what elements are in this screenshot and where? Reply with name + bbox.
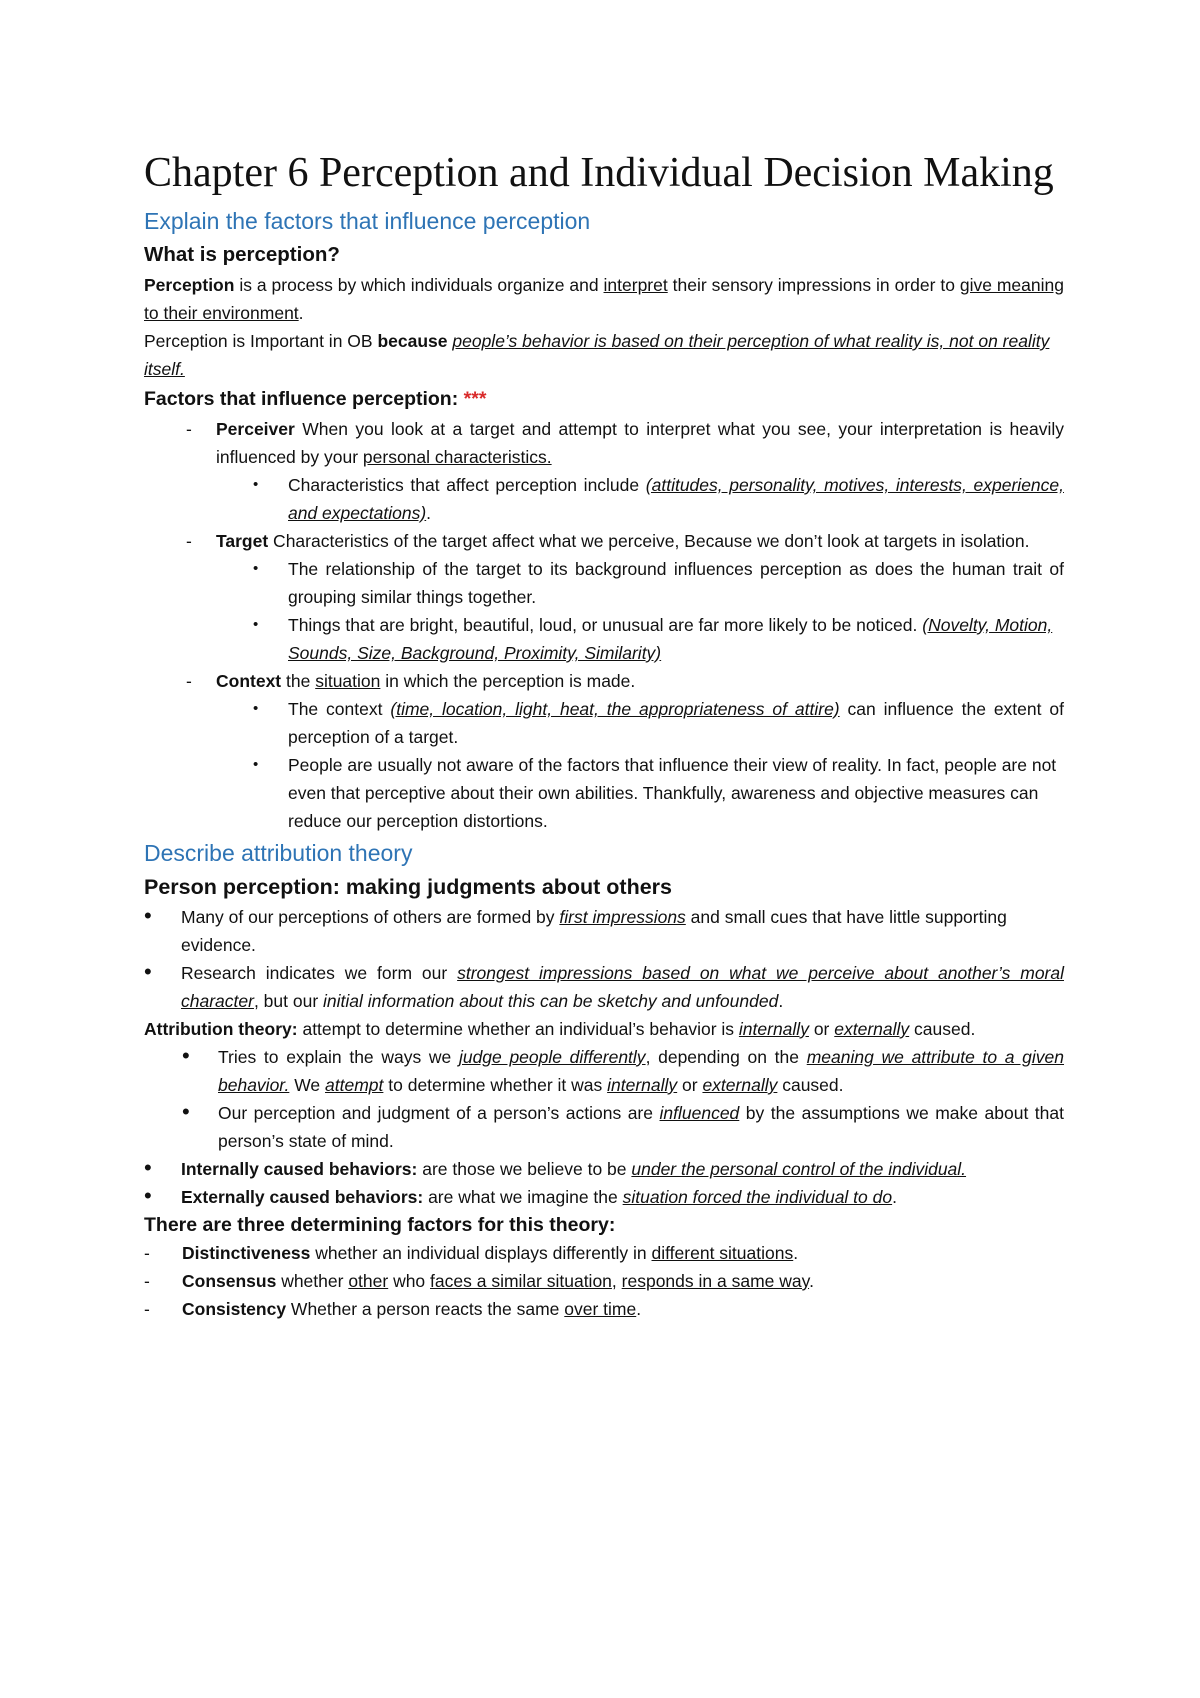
list-item [216, 611, 1064, 667]
importance-stars: *** [458, 388, 487, 410]
subheading-what-is-perception: What is perception? [144, 243, 340, 266]
text: can influence the extent of perception of a target. [288, 699, 1064, 747]
emphasis-text: meaning we attribute to a given behavior. [218, 1047, 1065, 1095]
label: Target [216, 531, 269, 551]
subheading-three-factors: There are three determining factors for this theory: [144, 1214, 616, 1236]
text: whether an individual displays differently in [310, 1243, 652, 1263]
text: attempt to determine whether an individual’s behavior is [297, 1019, 739, 1039]
list-item-consistency [144, 1295, 1064, 1323]
list-item [144, 1099, 1064, 1155]
text: Perception is Important in OB [144, 331, 378, 351]
text: Characteristics that affect perception include [288, 475, 646, 495]
target-sublist [144, 555, 1064, 667]
label: Externally caused behaviors: [181, 1187, 424, 1207]
text: to determine whether it was [383, 1075, 608, 1095]
emphasis-text: judge people differently [458, 1047, 646, 1067]
emphasis-text: attempt [325, 1075, 384, 1095]
list-item-external [144, 1183, 1064, 1211]
caused-behaviors-list [144, 1155, 1064, 1211]
text: by the assumptions we make about that person’s state of mind. [218, 1103, 1064, 1151]
text: Tries to explain the ways we [218, 1047, 459, 1067]
label: Context [216, 671, 282, 691]
term: Perception [144, 275, 235, 295]
text: , [611, 1271, 622, 1291]
subheading-person-perception: Person perception: making judgments about others [144, 875, 673, 899]
list-item [216, 471, 1064, 527]
text: Research indicates we form our [181, 963, 458, 983]
factors-list [144, 415, 1064, 835]
label: Attribution theory: [144, 1019, 298, 1039]
determining-factors-list [144, 1239, 1064, 1323]
list-item: • People are usually not aware of the factors that influence their view of reality. In fact, people are not even that perceptive about their own abilities. Thankfully, awareness and objective measures can reduce our perception distortions. [216, 751, 1064, 835]
text: or [677, 1075, 703, 1095]
text: is a process by which individuals organize and [234, 275, 604, 295]
context-sublist [144, 695, 1064, 835]
text: caused. [909, 1019, 976, 1039]
label: Perceiver [216, 419, 295, 439]
emphasis-text: externally [834, 1019, 910, 1039]
text: . [298, 303, 304, 323]
text: caused. [777, 1075, 844, 1095]
text: . [892, 1187, 897, 1207]
list-item [144, 959, 1064, 1015]
underlined-text: personal characteristics. [362, 447, 552, 467]
perception-definition [144, 271, 1064, 327]
text: in which the perception is made. [380, 671, 636, 691]
emphasis-text: internally [738, 1019, 809, 1039]
label: Consistency [182, 1299, 287, 1319]
underlined-text: faces a similar situation [430, 1271, 612, 1291]
emphasis-text: (Novelty, Motion, Sounds, Size, Background, Proximity, Similarity) [288, 615, 1053, 663]
emphasis-text: people’s behavior is based on their perception of what reality is, not on reality itself. [144, 331, 1050, 379]
text: Things that are bright, beautiful, loud, or unusual are far more likely to be noticed. [288, 615, 923, 635]
section-heading-attribution: Describe attribution theory [144, 840, 413, 866]
emphasis-text: influenced [659, 1103, 740, 1123]
emphasis-text: situation forced the individual to do [622, 1187, 893, 1207]
emphasis-text: strongest impressions based on what we perceive about another’s moral character [181, 963, 1064, 1011]
attribution-definition [144, 1015, 1064, 1043]
underlined-text: over time [564, 1299, 637, 1319]
underlined-text: interpret [603, 275, 668, 295]
text: Whether a person reacts the same [286, 1299, 565, 1319]
label: Internally caused behaviors: [181, 1159, 418, 1179]
section-heading-perception: Explain the factors that influence perception [144, 208, 591, 234]
list-item-consensus [144, 1267, 1064, 1295]
underlined-text: different situations [651, 1243, 794, 1263]
list-item-perceiver [144, 415, 1064, 527]
underlined-text: other [348, 1271, 389, 1291]
underlined-text: situation [315, 671, 381, 691]
list-item: • The relationship of the target to its background influences perception as does the human trait of grouping similar things together. [216, 555, 1064, 611]
list-item-internal [144, 1155, 1064, 1183]
list-item-distinctiveness [144, 1239, 1064, 1267]
text: . [793, 1243, 799, 1263]
emphasis-text: first impressions [559, 907, 686, 927]
perceiver-sublist [144, 471, 1064, 527]
text: and small cues that have little supporting evidence. [181, 907, 1007, 955]
text: , but our [253, 991, 324, 1011]
emphasis-text: internally [607, 1075, 678, 1095]
text: Our perception and judgment of a person’s actions are [218, 1103, 660, 1123]
subheading-factors [144, 383, 1064, 415]
text: whether [276, 1271, 349, 1291]
list-item-context [144, 667, 1064, 835]
text: who [388, 1271, 431, 1291]
text: When you look at a target and attempt to interpret what you see, your interpretation is heavily influenced by your [216, 419, 1064, 467]
perception-importance [144, 327, 1064, 383]
page-title: Chapter 6 Perception and Individual Decision Making [144, 150, 1054, 196]
document-page [144, 145, 1064, 1323]
text: are those we believe to be [417, 1159, 632, 1179]
underlined-text: responds in a same way [621, 1271, 810, 1291]
person-perception-list [144, 903, 1064, 1015]
text: We [289, 1075, 326, 1095]
text: are what we imagine the [423, 1187, 623, 1207]
italic-text: initial information about this can be sketchy and unfounded [323, 991, 779, 1011]
text: Characteristics of the target affect what we perceive, Because we don’t look at targets in isolation. [268, 531, 1030, 551]
emphasis-text: externally [702, 1075, 778, 1095]
emphasis-text: under the personal control of the individual. [631, 1159, 967, 1179]
list-item [144, 903, 1064, 959]
text: . [426, 503, 432, 523]
text: . [809, 1271, 814, 1291]
list-item [216, 695, 1064, 751]
list-item-target [144, 527, 1064, 667]
text: their sensory impressions in order to [667, 275, 960, 295]
text: Many of our perceptions of others are formed by [181, 907, 560, 927]
label: Consensus [182, 1271, 277, 1291]
emphasis-text: (time, location, light, heat, the appropriateness of attire) [390, 699, 840, 719]
attribution-list [144, 1043, 1064, 1155]
text: . [778, 991, 784, 1011]
text: . [636, 1299, 642, 1319]
list-item [144, 1043, 1064, 1099]
text: , depending on the [645, 1047, 807, 1067]
underlined-text: give meaning to their environment [144, 275, 1064, 323]
text: Factors that influence perception: [144, 388, 459, 410]
text: or [808, 1019, 835, 1039]
bold-text: because [377, 331, 448, 351]
text: the [281, 671, 316, 691]
label: Distinctiveness [182, 1243, 311, 1263]
text: The context [288, 699, 391, 719]
emphasis-text: (attitudes, personality, motives, interests, experience, and expectations) [288, 475, 1064, 523]
